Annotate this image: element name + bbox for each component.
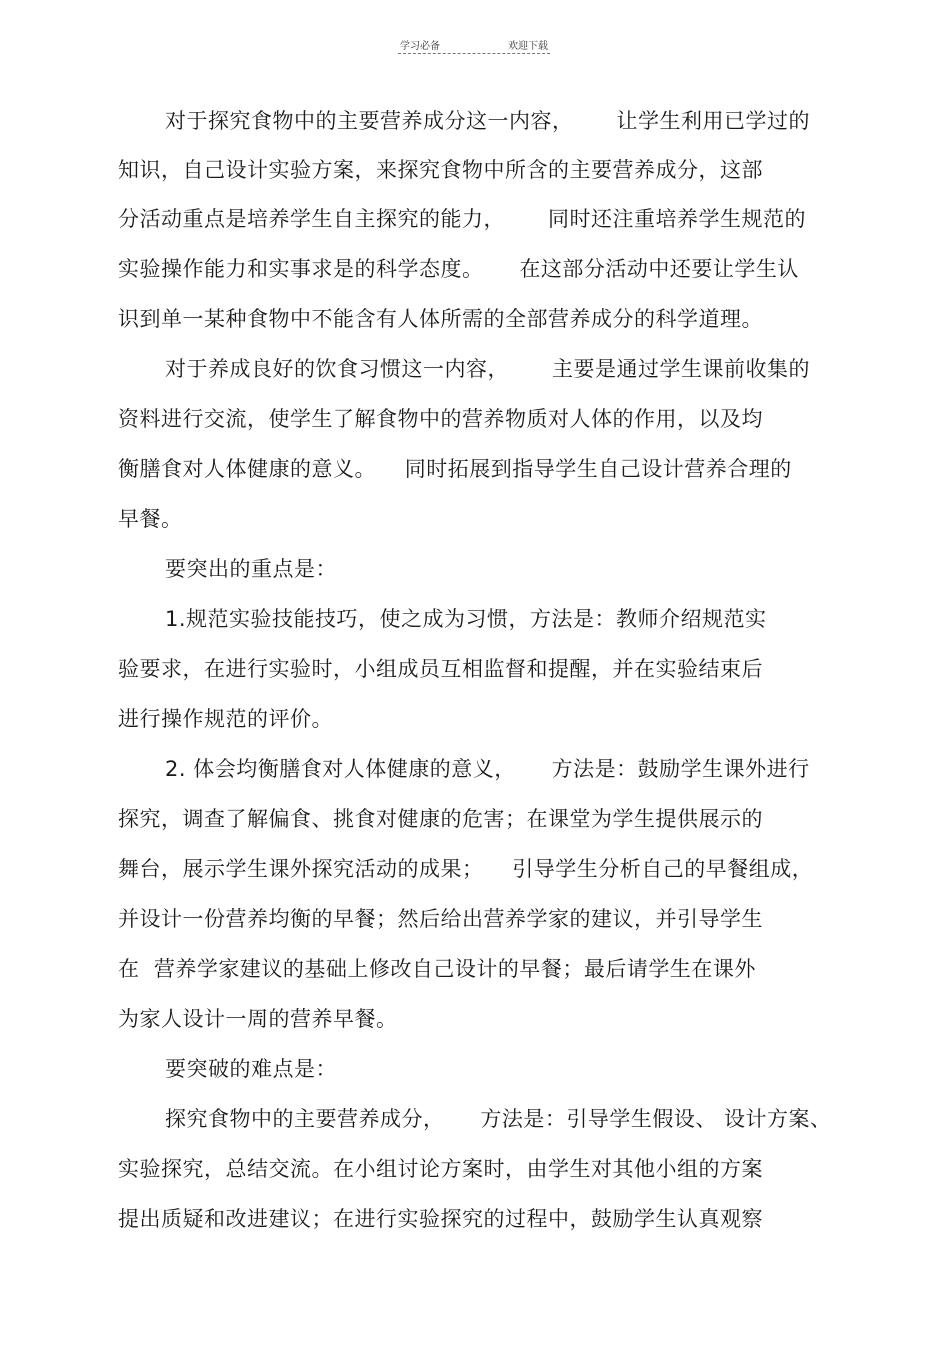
paragraph-line: 探究，调查了解偏食、挑食对健康的危害；在课堂为学生提供展示的 — [118, 807, 763, 831]
paragraph-line: 为家人设计一周的营养早餐。 — [118, 1007, 398, 1031]
paragraph-line: 探究食物中的主要营养成分， 方法是：引导学生假设、 设计方案、 — [165, 1107, 832, 1131]
paragraph-line: 衡膳食对人体健康的意义。 同时拓展到指导学生自己设计营养合理的 — [118, 457, 792, 481]
header-rule — [398, 53, 550, 54]
header-right-text: 欢迎下载 — [508, 41, 548, 52]
paragraph-line: 进行操作规范的评价。 — [118, 707, 333, 731]
paragraph-line: 对于养成良好的饮食习惯这一内容， 主要是通过学生课前收集的 — [165, 357, 811, 381]
paragraph-line: 实验操作能力和实事求是的科学态度。 在这部分活动中还要让学生认 — [118, 257, 799, 281]
section-heading: 要突破的难点是： — [165, 1057, 337, 1081]
paragraph-line: 在 营养学家建议的基础上修改自己设计的早餐；最后请学生在课外 — [118, 957, 756, 981]
section-heading: 要突出的重点是： — [165, 557, 337, 581]
paragraph-line: 对于探究食物中的主要营养成分这一内容， 让学生利用已学过的 — [165, 109, 811, 133]
paragraph-line: 1.规范实验技能技巧，使之成为习惯，方法是：教师介绍规范实 — [165, 607, 767, 631]
paragraph-line: 实验探究，总结交流。在小组讨论方案时，由学生对其他小组的方案 — [118, 1157, 763, 1181]
paragraph-line: 2. 体会均衡膳食对人体健康的意义， 方法是：鼓励学生课外进行 — [165, 757, 810, 781]
paragraph-line: 早餐。 — [118, 507, 183, 531]
paragraph-line: 并设计一份营养均衡的早餐；然后给出营养学家的建议，并引导学生 — [118, 907, 763, 931]
paragraph-line: 舞台，展示学生课外探究活动的成果； 引导学生分析自己的早餐组成， — [118, 857, 814, 881]
paragraph-line: 知识，自己设计实验方案，来探究食物中所含的主要营养成分，这部 — [118, 158, 763, 182]
paragraph-line: 提出质疑和改进建议；在进行实验探究的过程中，鼓励学生认真观察 — [118, 1207, 763, 1231]
paragraph-line: 分活动重点是培养学生自主探究的能力， 同时还注重培养学生规范的 — [118, 207, 807, 231]
paragraph-line: 识到单一某种食物中不能含有人体所需的全部营养成分的科学道理。 — [118, 307, 763, 331]
paragraph-line: 资料进行交流，使学生了解食物中的营养物质对人体的作用，以及均 — [118, 407, 763, 431]
header-left-text: 学习必备 — [400, 41, 440, 52]
page-header — [398, 37, 550, 57]
paragraph-line: 验要求，在进行实验时，小组成员互相监督和提醒，并在实验结束后 — [118, 657, 763, 681]
